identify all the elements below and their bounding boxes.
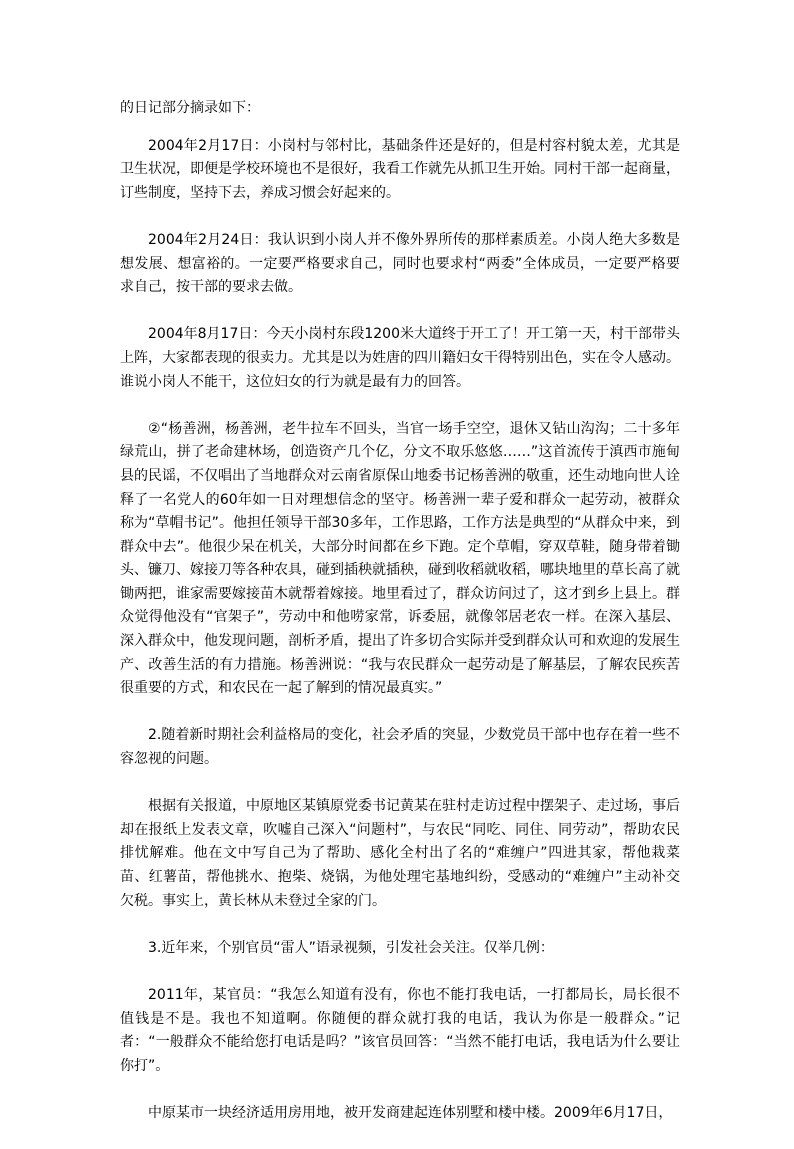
document-body [120,97,680,1149]
intro-line: 的日记部分摘录如下： [120,100,260,116]
diary-entry-feb-24: 2004年2月24日：我认识到小岗人并不像外界所传的那样素质差。小岗人绝大多数是想发展、想富裕的。一定要严格要求自己，同时也要求村“两委”全体成员，一定要严格要求自己，按干部的要求去做。 [120,231,680,296]
diary-entry-aug-17: 2004年8月17日：今天小岗村东段1200米大道终于开工了！开工第一天，村干部带头上阵，大家都表现的很卖力。尤其是以为姓唐的四川籍妇女干得特别出色，实在令人感动。谁说小岗人不能干，这位妇女的行为就是最有力的回答。 [120,326,680,390]
yang-shanzhou-paragraph: ②“杨善洲，杨善洲，老牛拉车不回头，当官一场手空空，退休又钻山沟沟；二十多年绿荒山，拼了老命建林场，创造资产几个亿，分文不取乐悠悠……”这首流传于滇西市施甸县的民谣，不仅唱出了当地群众对云南省原保山地委书记杨善洲的敬重，还生动地向世人诠释了一名党人的60年如一日对理想信念的坚守。杨善洲一辈子爱和群众一起劳动，被群众称为“草帽书记”。他担任领导干部30多年，工作思路，工作方法是典型的“从群众中来，到群众中去”。他很少呆在机关，大部分时间都在乡下跑。定个草帽，穿双草鞋，随身带着锄头、镰刀、嫁接刀等各种农具，碰到插秧就插秧，碰到收稻就收稻，哪块地里的草长高了就锄两把，谁家需要嫁接苗木就帮着嫁接。地里看过了，群众访问过了，这才到乡上县上。群众觉得他没有“官架子”，劳动中和他唠家常，诉委屈，就像邻居老农一样。在深入基层、深入群众中，他发现问题，剖析矛盾，提出了许多切合实际并受到群众认可和欢迎的发展生产、改善生活的有力措施。杨善洲说：“我与农民群众一起劳动是了解基层，了解农民疾苦很重要的方式，和农民在一起了解到的情况最真实。” [120,420,680,697]
section-3-heading: 3.近年来，个别官员“雷人”语录视频，引发社会关注。仅举几例： [148,939,554,956]
huang-report-paragraph: 根据有关报道，中原地区某镇原党委书记黄某在驻村走访过程中摆架子、走过场，事后却在报纸上发表文章，吹嘘自己深入“问题村”，与农民“同吃、同住、同劳动”，帮助农民排忧解难。他在文中写自己为了帮助、感化全村出了名的“难缠户”四进其家，帮他栽菜苗、红薯苗，帮他挑水、抱柴、烧锅，为他处理宅基地纠纷，受感动的“难缠户”主动补交欠税。事实上，黄长林从未登过全家的门。 [120,798,680,909]
housing-land-paragraph: 中原某市一块经济适用房用地，被开发商建起连体别墅和楼中楼。2009年6月17日， [148,1104,673,1121]
section-2-heading: 2.随着新时期社会利益格局的变化，社会矛盾的突显，少数党员干部中也存在着一些不容忽视的问题。 [120,727,680,768]
official-quote-2011: 2011年，某官员：“我怎么知道有没有，你也不能打我电话，一打都局长，局长很不值钱是不是。我也不知道啊。你随便的群众就打我的电话，我认为你是一般群众。”记者：“一般群众不能给您打电话是吗？”该官员回答：“当然不能打电话，我电话为什么要让你打”。 [120,986,680,1074]
diary-entry-feb-17: 2004年2月17日：小岗村与邻村比，基础条件还是好的，但是村容村貌太差，尤其是卫生状况，即便是学校环境也不是很好，我看工作就先从抓卫生开始。同村干部一起商量，订些制度，坚持下去，养成习惯会好起来的。 [120,137,680,201]
